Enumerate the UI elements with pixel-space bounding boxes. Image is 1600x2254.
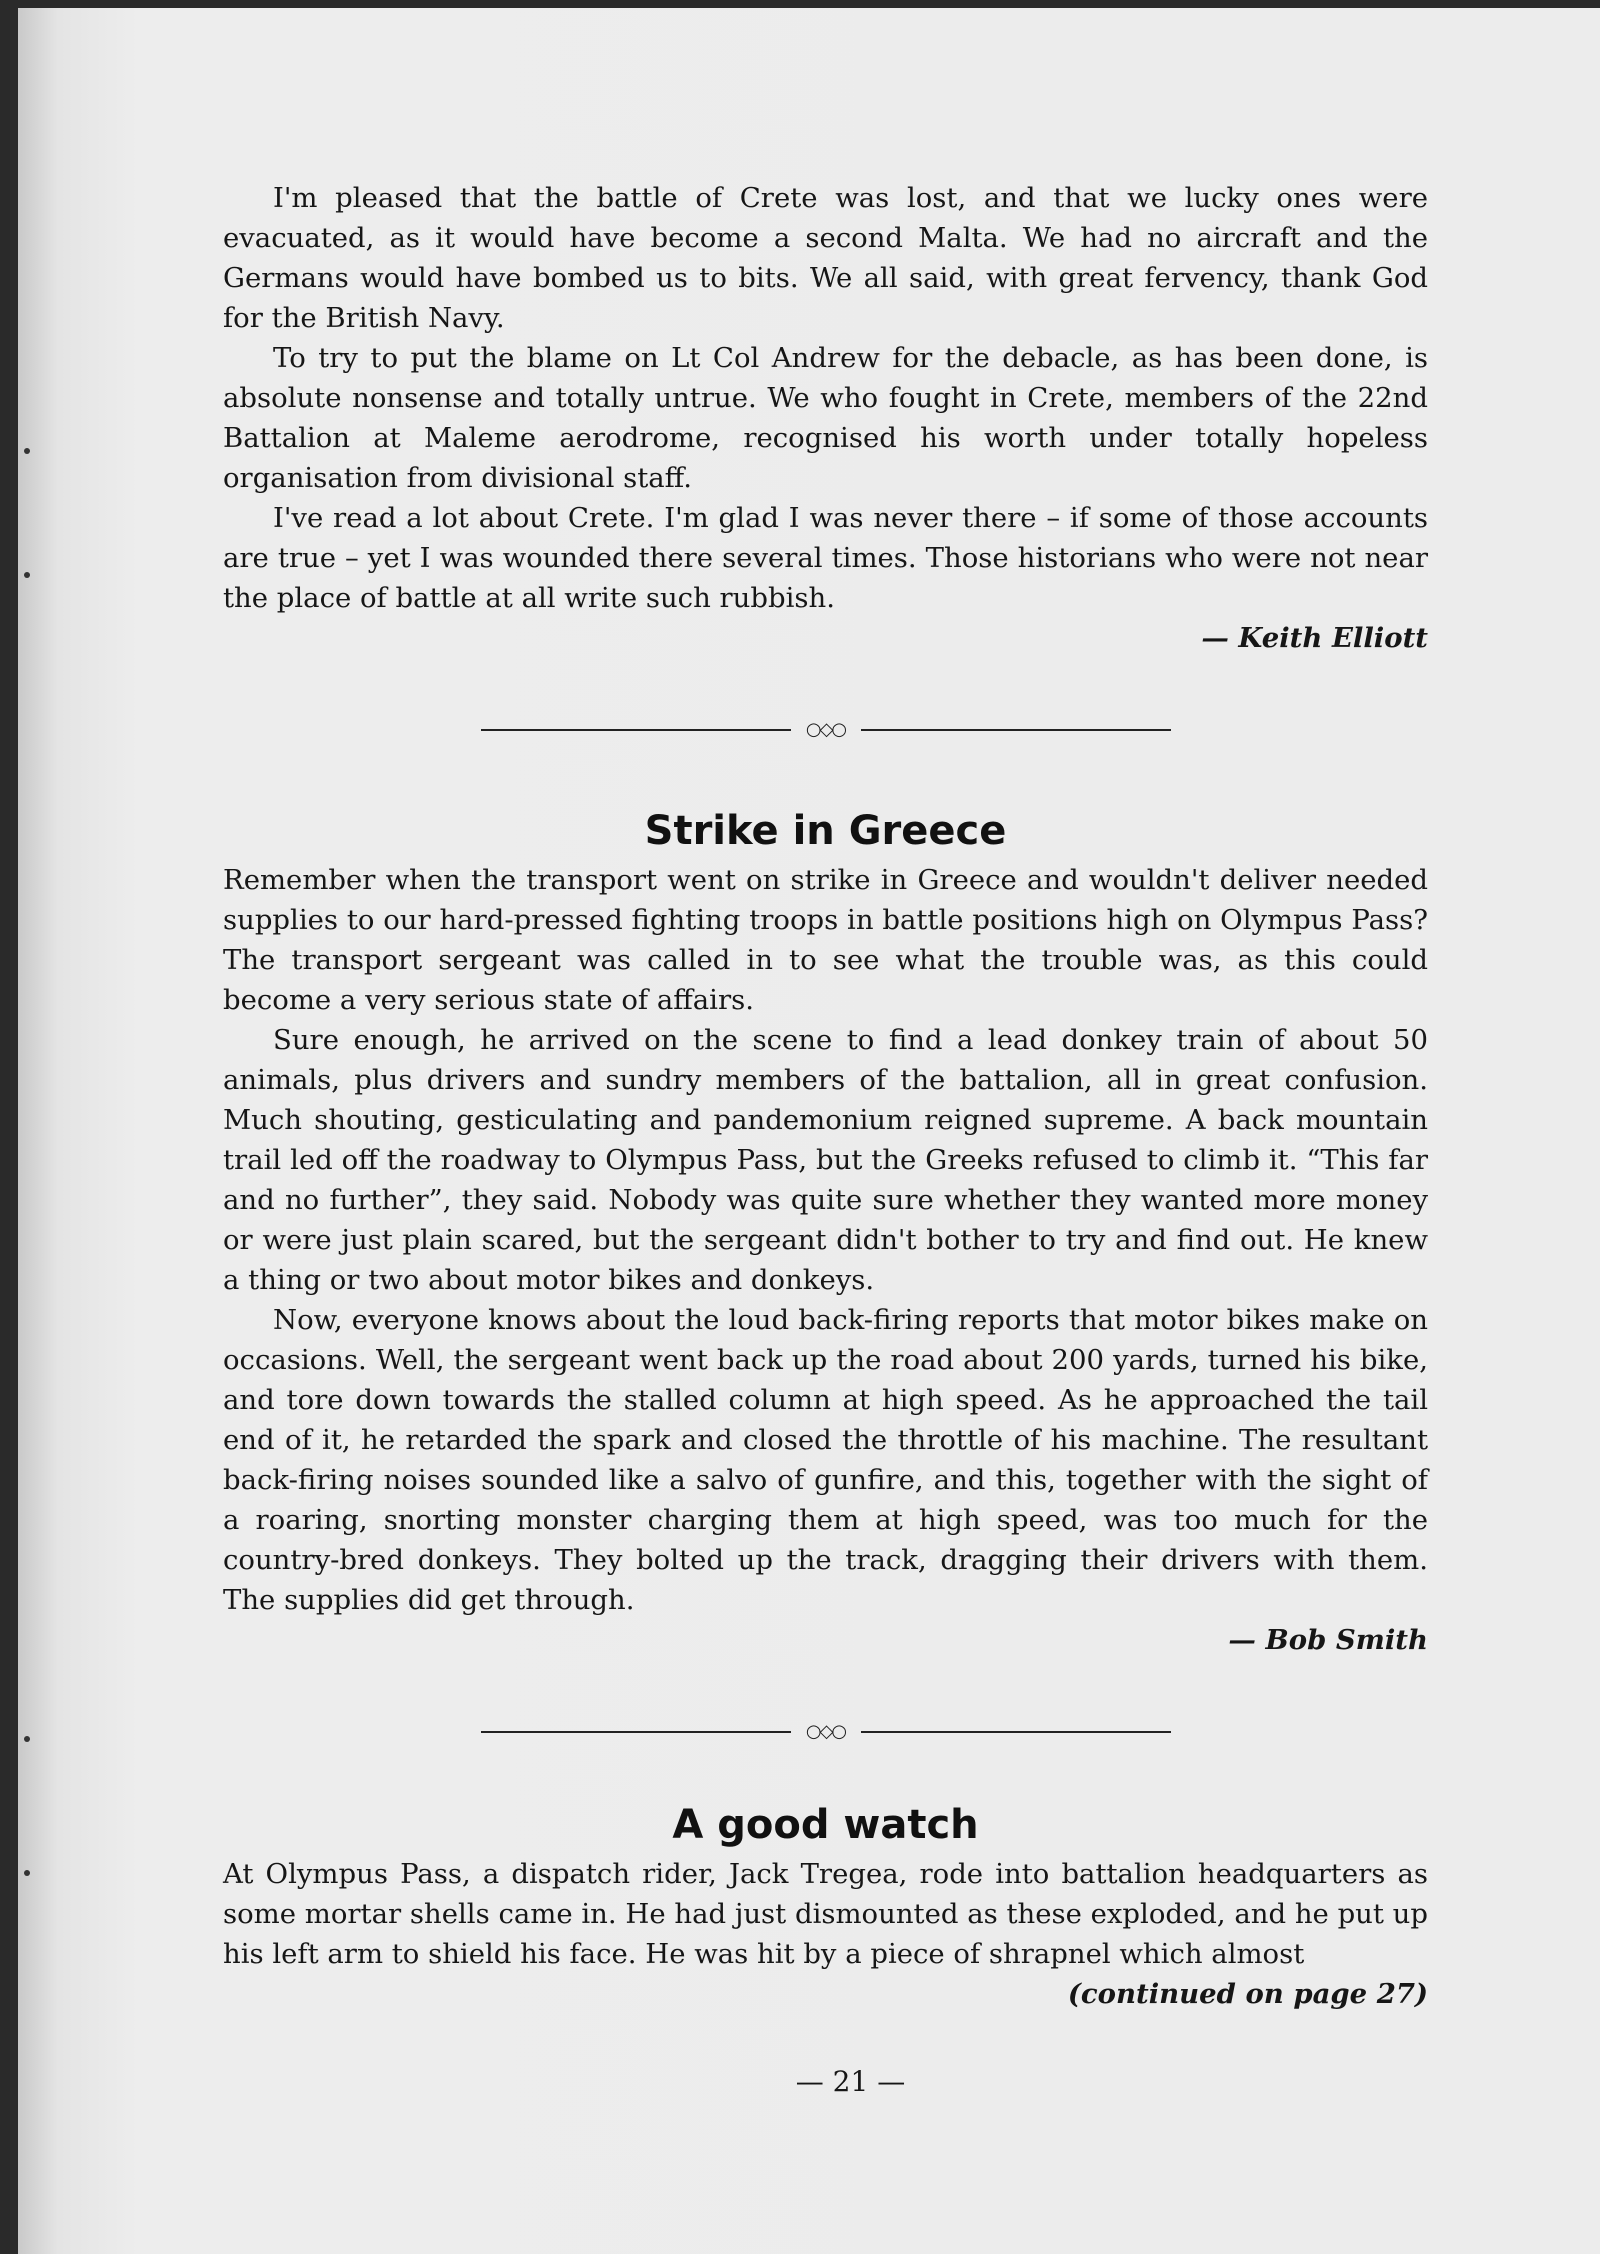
intro-paragraph-3: I've read a lot about Crete. I'm glad I was never there – if some of those accounts are true – yet I was wounded there several times. Those historians who were not near the place of battle at all write such rubbish. [223,502,1428,614]
section-title-strike-in-greece: Strike in Greece [644,808,1007,854]
margin-mark [24,448,30,454]
margin-mark [24,572,30,578]
section-divider [481,1720,1171,1744]
divider-ornament-icon: ○◇○ [805,1721,846,1742]
intro-paragraph-2: To try to put the blame on Lt Col Andrew for the debacle, as has been done, is absolute nonsense and totally untrue. We who fought in Crete, members of the 22nd Battalion at Maleme aerodrome, recognised his worth under totally hopeless organisation from divisional staff. [223,342,1428,494]
strike-paragraph-2: Sure enough, he arrived on the scene to find a lead donkey train of about 50 animals, plus drivers and sundry members of the battalion, all in great confusion. Much shouting, gesticulating and pandemonium reigned supreme. A back mountain trail led off the roadway to Olympus Pass, but the Greeks refused to climb it. “This far and no further”, they said. Nobody was quite sure whether they wanted more money or were just plain scared, but the sergeant didn't bother to try and find out. He knew a thing or two about motor bikes and donkeys. [223,1024,1428,1296]
intro-paragraph-1: I'm pleased that the battle of Crete was lost, and that we lucky ones were evacuated, as it would have become a second Malta. We had no aircraft and the Germans would have bombed us to bits. We all said, with great fervency, thank God for the British Navy. [223,182,1428,334]
continued-note: (continued on page 27) [1067,1978,1428,2010]
section-divider [481,718,1171,742]
author-signature-keith-elliott: — Keith Elliott [1201,622,1428,654]
divider-ornament-icon: ○◇○ [805,719,846,740]
margin-mark [24,1870,30,1876]
strike-paragraph-3: Now, everyone knows about the loud back-firing reports that motor bikes make on occasions. Well, the sergeant went back up the road about 200 yards, turned his bike, and tore down towards the stalled column at high speed. As he approached the tail end of it, he retarded the spark and closed the throttle of his machine. The resultant back-firing noises sounded like a salvo of gunfire, and this, together with the sight of a roaring, snorting monster charging them at high speed, was too much for the country-bred donkeys. They bolted up the track, dragging their drivers with them. The supplies did get through. [223,1304,1428,1616]
watch-section [223,1798,1428,2014]
book-page [18,8,1600,2254]
divider-line-right [861,729,1171,731]
page-number: — 21 — [795,2065,906,2098]
strike-paragraph-1: Remember when the transport went on strike in Greece and wouldn't deliver needed supplies to our hard-pressed fighting troops in battle positions high on Olympus Pass? The transport sergeant was called in to see what the trouble was, as this could become a very serious state of affairs. [223,864,1428,1016]
margin-mark [24,1736,30,1742]
divider-line-right [861,1731,1171,1733]
divider-line-left [481,729,791,731]
author-signature-bob-smith: — Bob Smith [1228,1624,1428,1656]
watch-paragraph-1: At Olympus Pass, a dispatch rider, Jack Tregea, rode into battalion headquarters as some mortar shells came in. He had just dismounted as these exploded, and he put up his left arm to shield his face. He was hit by a piece of shrapnel which almost [223,1858,1428,1970]
intro-section [223,178,1428,658]
page-content [223,178,1428,2102]
strike-section [223,804,1428,1660]
divider-line-left [481,1731,791,1733]
section-title-a-good-watch: A good watch [672,1802,979,1848]
